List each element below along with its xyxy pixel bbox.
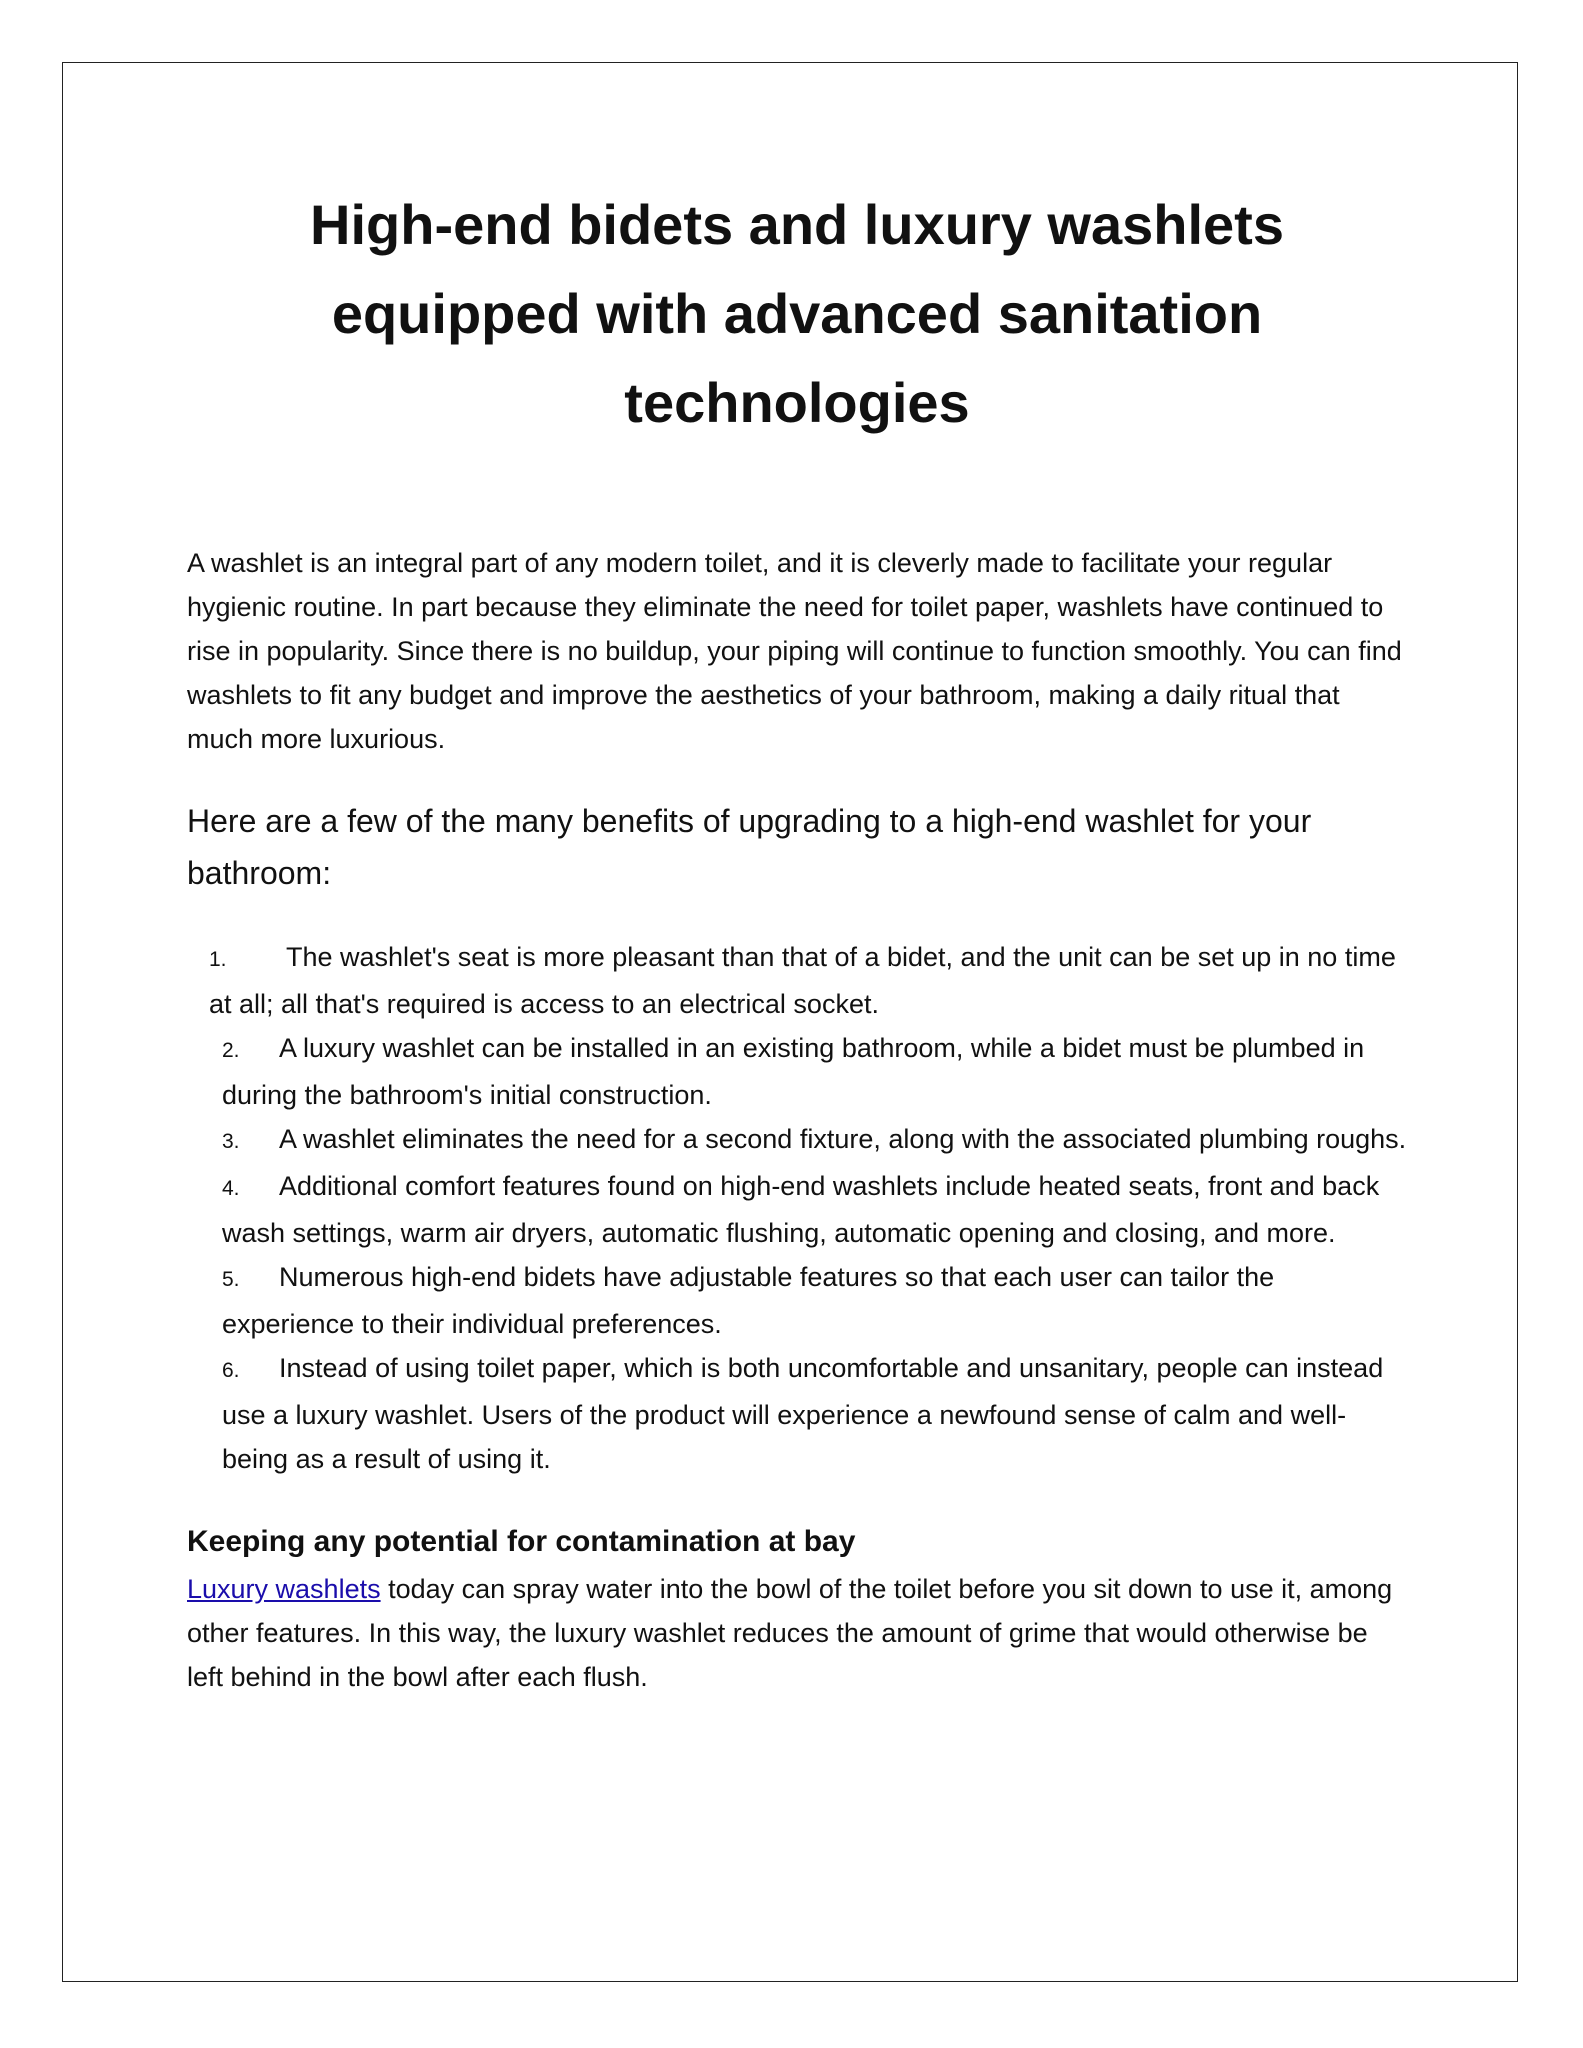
- list-item-text: The washlet's seat is more pleasant than that of a bidet, and the unit can be set up in no time at all; all that's required is access to an electrical socket.: [209, 942, 1396, 1019]
- list-number: 2.: [222, 1039, 240, 1062]
- list-number: 1.: [209, 948, 227, 971]
- list-item: [187, 1117, 1407, 1164]
- list-item: [187, 1346, 1407, 1481]
- list-number: 6.: [222, 1359, 240, 1382]
- section-paragraph: [187, 1567, 1407, 1699]
- list-item-text: A washlet eliminates the need for a second fixture, along with the associated plumbing roughs.: [279, 1124, 1407, 1154]
- list-item-text: Numerous high-end bidets have adjustable features so that each user can tailor the experience to their individual preferences.: [222, 1262, 1275, 1339]
- intro-paragraph: A washlet is an integral part of any modern toilet, and it is cleverly made to facilitate your regular hygienic routine. In part because they eliminate the need for toilet paper, washlets have continued to rise in popularity. Since there is no buildup, your piping will continue to function smoothly. You can find washlets to fit any budget and improve the aesthetics of your bathroom, making a daily ritual that much more luxurious.: [187, 548, 1402, 754]
- list-item: [187, 1255, 1407, 1346]
- section-paragraph-text: today can spray water into the bowl of the toilet before you sit down to use it, among other features. In this way, the luxury washlet reduces the amount of grime that would otherwise be left behind in the bowl after each flush.: [187, 1574, 1393, 1692]
- list-number: 5.: [222, 1268, 240, 1291]
- list-number: 4.: [222, 1177, 240, 1200]
- list-item: [187, 935, 1407, 1026]
- section-heading: Keeping any potential for contamination at bay: [187, 1525, 856, 1558]
- list-item-text: A luxury washlet can be installed in an existing bathroom, while a bidet must be plumbed in during the bathroom's initial construction.: [222, 1033, 1365, 1110]
- list-item: [187, 1164, 1407, 1255]
- document-content: [187, 180, 1407, 1699]
- list-item: [187, 1026, 1407, 1117]
- page-title: High-end bidets and luxury washlets equipped with advanced sanitation technologies: [310, 193, 1284, 434]
- benefits-heading: Here are a few of the many benefits of upgrading to a high-end washlet for your bathroom:: [187, 803, 1312, 891]
- luxury-washlets-link[interactable]: Luxury washlets: [187, 1574, 381, 1604]
- benefits-list: [187, 935, 1407, 1481]
- list-number: 3.: [222, 1130, 240, 1153]
- list-item-text: Additional comfort features found on high-end washlets include heated seats, front and back wash settings, warm air dryers, automatic flushing, automatic opening and closing, and more.: [222, 1171, 1380, 1248]
- list-item-text: Instead of using toilet paper, which is both uncomfortable and unsanitary, people can instead use a luxury washlet. Users of the product will experience a newfound sense of calm and well-being as a result of using it.: [222, 1353, 1384, 1474]
